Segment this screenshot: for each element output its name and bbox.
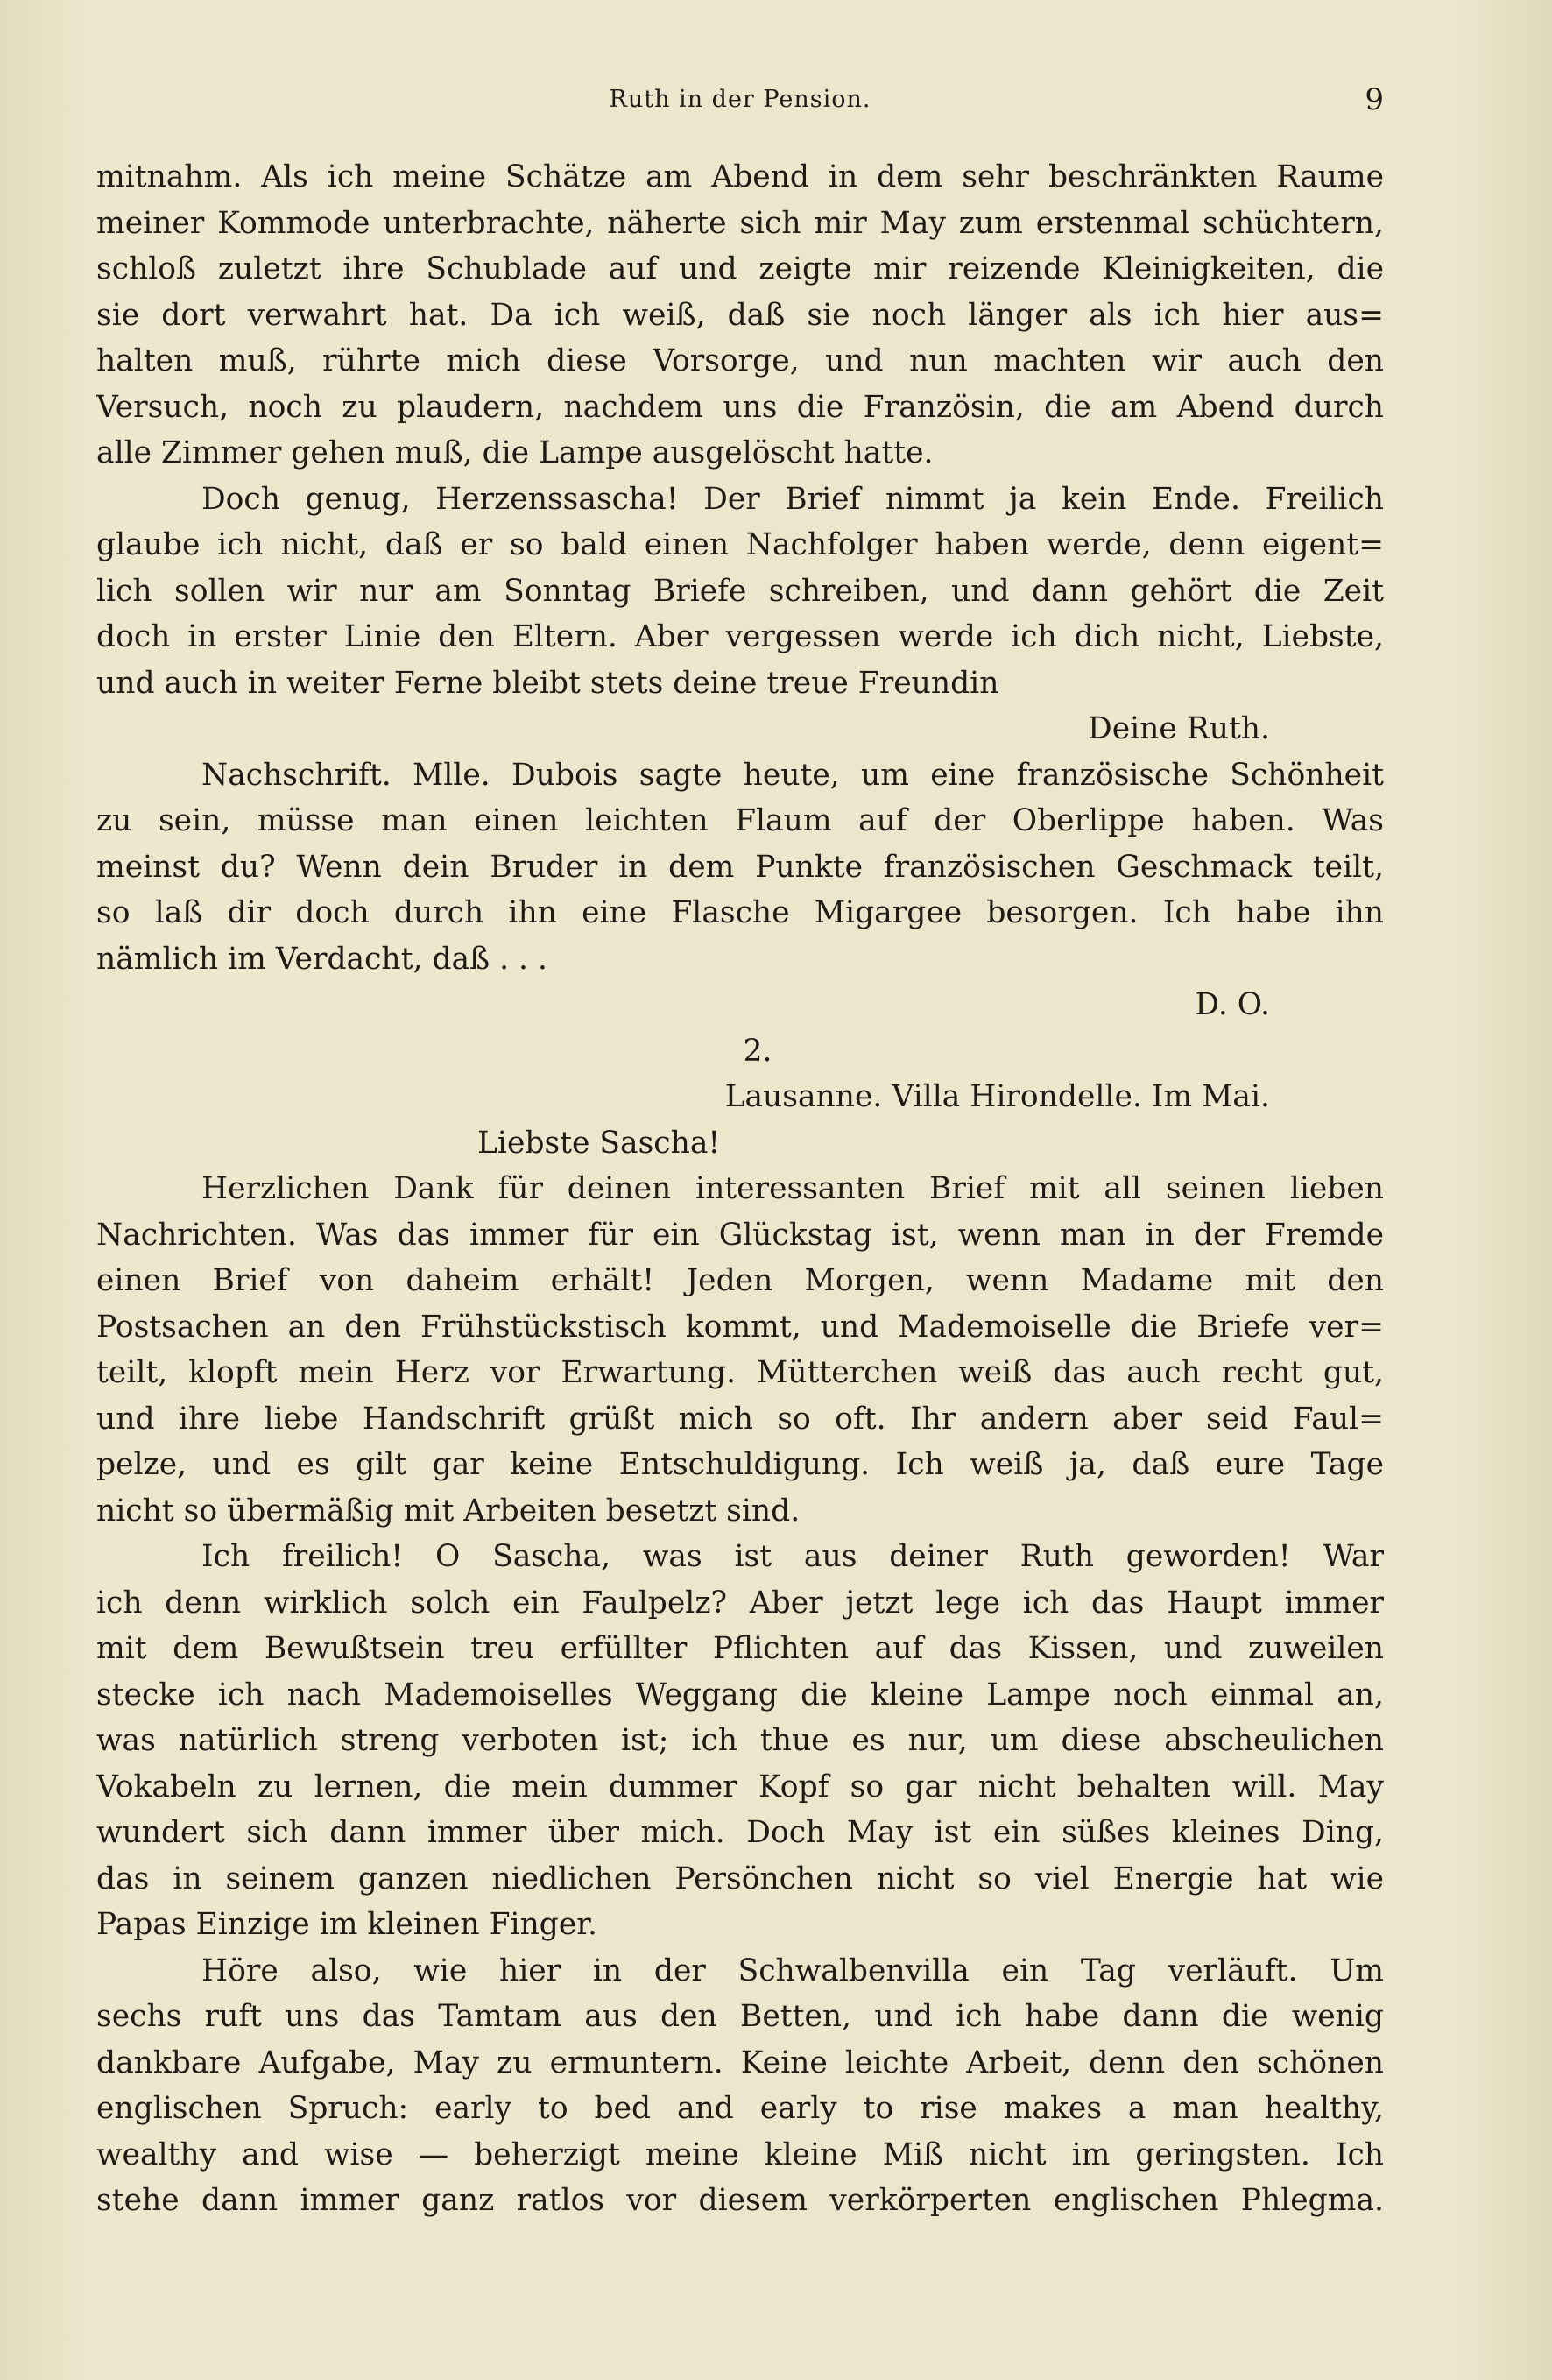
text-line: sie dort verwahrt hat. Da ich weiß, daß sie noch länger als ich hier aus=	[96, 297, 1384, 333]
text-line: Nachschrift. Mlle. Dubois sagte heute, um eine französische Schönheit	[201, 757, 1384, 793]
text-line: wundert sich dann immer über mich. Doch May ist ein süßes kleines Ding,	[96, 1815, 1384, 1850]
text-line: wealthy and wise — beherzigt meine kleine Miß nicht im geringsten. Ich	[96, 2136, 1384, 2172]
text-line: Höre also, wie hier in der Schwalbenvilla ein Tag verläuft. Um	[201, 1953, 1384, 1988]
text-line: doch in erster Linie den Eltern. Aber vergessen werde ich dich nicht, Liebste,	[96, 619, 1384, 654]
text-line: das in seinem ganzen niedlichen Persönchen nicht so viel Energie hat wie	[96, 1861, 1384, 1896]
text-line: was natürlich streng verboten ist; ich thue es nur, um diese abscheulichen	[96, 1723, 1384, 1758]
running-title: Ruth in der Pension.	[609, 86, 871, 113]
text-line: englischen Spruch: early to bed and early to rise makes a man healthy,	[96, 2091, 1384, 2126]
text-line: Vokabeln zu lernen, die mein dummer Kopf so gar nicht behalten will. May	[96, 1769, 1384, 1804]
text-line: Postsachen an den Frühstückstisch kommt, und Mademoiselle die Briefe ver=	[96, 1309, 1384, 1345]
text-line: so laß dir doch durch ihn eine Flasche Migargee besorgen. Ich habe ihn	[96, 895, 1384, 930]
text-line: und ihre liebe Handschrift grüßt mich so oft. Ihr andern aber seid Faul=	[96, 1401, 1384, 1437]
text-line: ich denn wirklich solch ein Faulpelz? Aber jetzt lege ich das Haupt immer	[96, 1585, 1384, 1621]
text-line: meinst du? Wenn dein Bruder in dem Punkte französischen Geschmack teilt,	[96, 849, 1384, 885]
body-text	[96, 154, 1384, 2224]
text-line: zu sein, müsse man einen leichten Flaum auf der Oberlippe haben. Was	[96, 803, 1384, 838]
text-line: stecke ich nach Mademoiselles Weggang die kleine Lampe noch einmal an,	[96, 1677, 1384, 1713]
text-line: nämlich im Verdacht, daß . . .	[96, 941, 547, 977]
text-line: Herzlichen Dank für deinen interessanten Brief mit all seinen lieben	[201, 1171, 1384, 1206]
letter-signature: Deine Ruth.	[1088, 711, 1270, 746]
text-line: mitnahm. Als ich meine Schätze am Abend in dem sehr beschränkten Raume	[96, 159, 1384, 194]
text-line: lich sollen wir nur am Sonntag Briefe schreiben, und dann gehört die Zeit	[96, 573, 1384, 609]
text-line: sechs ruft uns das Tamtam aus den Betten, und ich habe dann die wenig	[96, 1999, 1384, 2034]
section-number: 2.	[743, 1033, 772, 1069]
text-line: stehe dann immer ganz ratlos vor diesem verkörperten englischen Phlegma.	[96, 2183, 1384, 2218]
text-line: halten muß, rührte mich diese Vorsorge, und nun machten wir auch den	[96, 343, 1384, 378]
postscript-initials: D. O.	[1195, 987, 1270, 1022]
text-line: teilt, klopft mein Herz vor Erwartung. Mütterchen weiß das auch recht gut,	[96, 1355, 1384, 1390]
text-line: und auch in weiter Ferne bleibt stets deine treue Freundin	[96, 665, 999, 701]
text-line: Doch genug, Herzenssascha! Der Brief nimmt ja kein Ende. Freilich	[201, 481, 1384, 517]
text-line: pelze, und es gilt gar keine Entschuldigung. Ich weiß ja, daß eure Tage	[96, 1447, 1384, 1482]
text-line: schloß zuletzt ihre Schublade auf und zeigte mir reizende Kleinigkeiten, die	[96, 251, 1384, 286]
text-line: Versuch, noch zu plaudern, nachdem uns die Französin, die am Abend durch	[96, 389, 1384, 425]
text-line: einen Brief von daheim erhält! Jeden Morgen, wenn Madame mit den	[96, 1263, 1384, 1298]
text-line: Papas Einzige im kleinen Finger.	[96, 1907, 597, 1942]
letter-salutation: Liebste Sascha!	[477, 1125, 721, 1161]
page-number: 9	[1365, 82, 1384, 117]
text-line: mit dem Bewußtsein treu erfüllter Pflichten auf das Kissen, und zuweilen	[96, 1631, 1384, 1666]
text-line: meiner Kommode unterbrachte, näherte sich mir May zum erstenmal schüchtern,	[96, 205, 1384, 241]
text-line: nicht so übermäßig mit Arbeiten besetzt sind.	[96, 1493, 801, 1529]
text-line: alle Zimmer gehen muß, die Lampe ausgelöscht hatte.	[96, 435, 934, 470]
text-line: dankbare Aufgabe, May zu ermuntern. Keine leichte Arbeit, denn den schönen	[96, 2045, 1384, 2080]
text-line: Ich freilich! O Sascha, was ist aus deiner Ruth geworden! War	[201, 1539, 1384, 1574]
letter-dateline: Lausanne. Villa Hirondelle. Im Mai.	[724, 1079, 1270, 1114]
text-line: Nachrichten. Was das immer für ein Glückstag ist, wenn man in der Fremde	[96, 1217, 1384, 1253]
page-header	[96, 82, 1384, 130]
text-line: glaube ich nicht, daß er so bald einen Nachfolger haben werde, denn eigent=	[96, 527, 1384, 562]
